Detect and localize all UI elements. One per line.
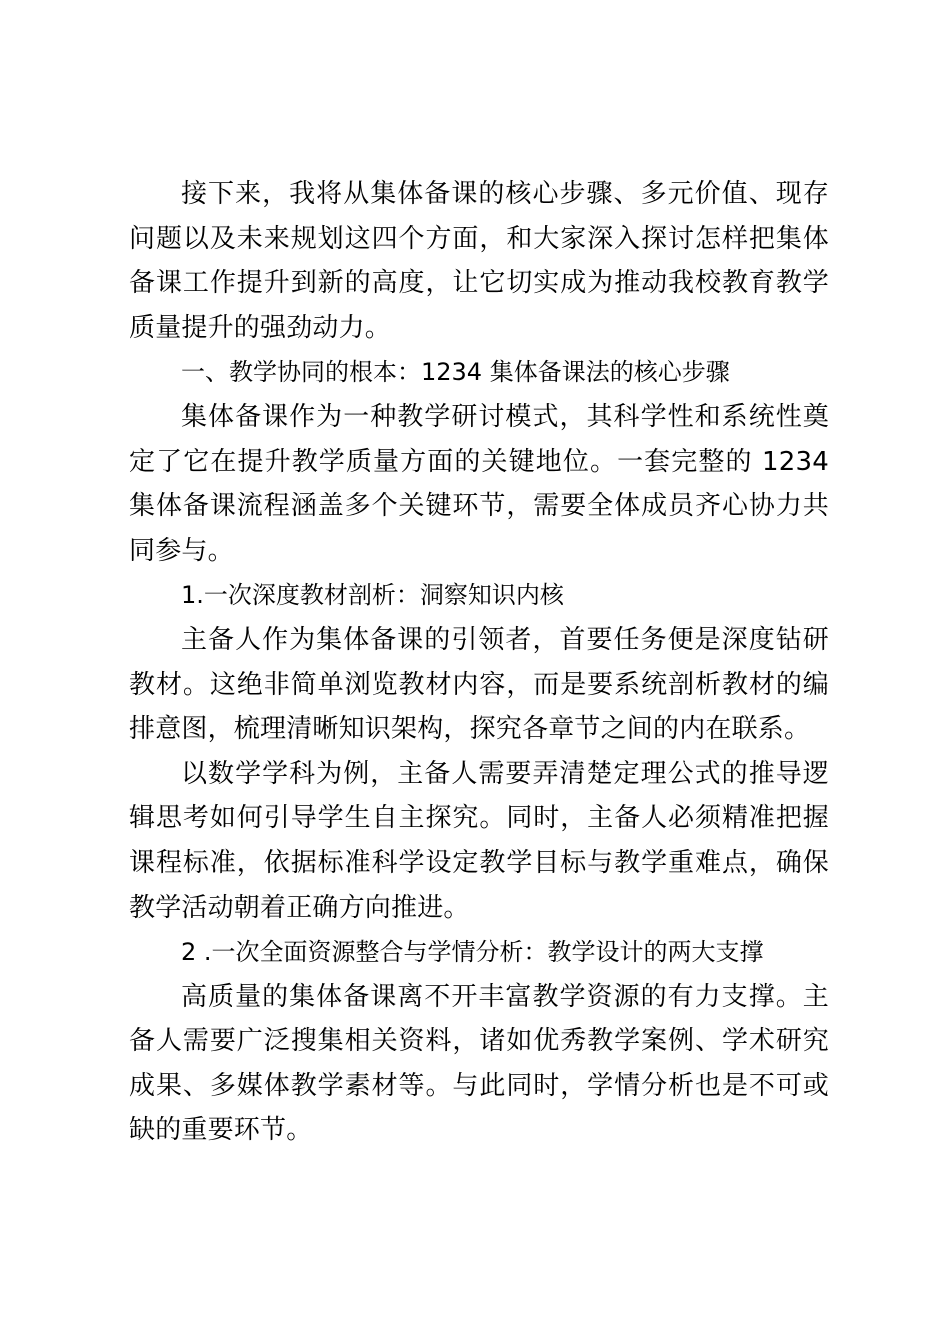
paragraph-resources: 高质量的集体备课离不开丰富教学资源的有力支撑。主备人需要广泛搜集相关资料，诸如优秀教学案例、学术研究成果、多媒体教学素材等。与此同时，学情分析也是不可或缺的重要环节。	[129, 981, 829, 1146]
document-body	[129, 172, 829, 1153]
paragraph-textbook-analysis: 主备人作为集体备课的引领者，首要任务便是深度钻研教材。这绝非简单浏览教材内容，而是要系统剖析教材的编排意图，梳理清晰知识架构，探究各章节之间的内在联系。	[129, 624, 829, 745]
paragraph-intro: 接下来，我将从集体备课的核心步骤、多元价值、现存问题以及未来规划这四个方面，和大家深入探讨怎样把集体备课工作提升到新的高度，让它切实成为推动我校教育教学质量提升的强劲动力。	[129, 179, 829, 343]
paragraph-section-1-intro: 集体备课作为一种教学研讨模式，其科学性和系统性奠定了它在提升教学质量方面的关键地位。一套完整的 1234 集体备课流程涵盖多个关键环节，需要全体成员齐心协力共同参与。	[129, 401, 829, 566]
subheading-2: 2 .一次全面资源整合与学情分析：教学设计的两大支撑	[181, 938, 764, 967]
subheading-1: 1.一次深度教材剖析：洞察知识内核	[181, 581, 564, 610]
paragraph-math-example: 以数学学科为例，主备人需要弄清楚定理公式的推导逻辑思考如何引导学生自主探究。同时，主备人必须精准把握课程标准，依据标准科学设定教学目标与教学重难点，确保教学活动朝着正确方向推进。	[129, 758, 829, 923]
section-heading-1: 一、教学协同的根本：1234 集体备课法的核心步骤	[181, 358, 730, 387]
